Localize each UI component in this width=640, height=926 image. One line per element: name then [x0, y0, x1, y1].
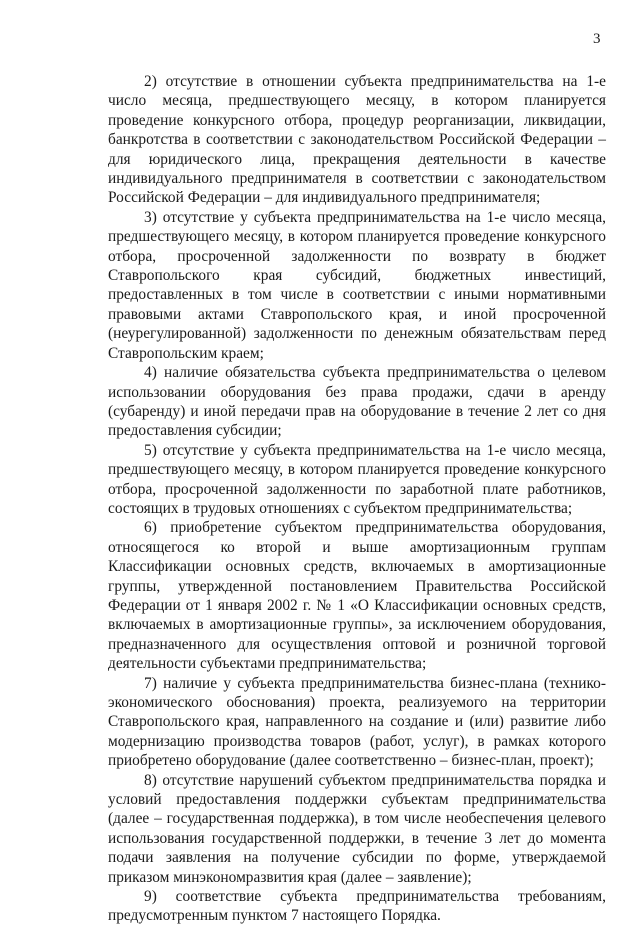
- paragraph-item-5: 5) отсутствие у субъекта предпринимательства на 1-е число месяца, предшествующего месяцу, в котором планируется проведение конкурсного отбора, просроченной задолженности по заработной плате работников, состоящих в трудовых отношениях с субъектом предпринимательства;: [108, 441, 606, 517]
- page-number: 3: [593, 31, 601, 47]
- paragraph-item-3: 3) отсутствие у субъекта предпринимательства на 1-е число месяца, предшествующего месяцу, в котором планируется проведение конкурсного отбора, просроченной задолженности по возврату в бюджет Ставропольского края субсидий, бюджетных инвестиций, предоставленных в том числе в соответствии с иными нормативными правовыми актами Ставропольского края, и иной просроченной (неурегулированной) задолженности по денежным обязательствам перед Ставропольским краем;: [108, 208, 606, 362]
- paragraph-item-8: 8) отсутствие нарушений субъектом предпринимательства порядка и условий предоставления поддержки субъектам предпринимательства (далее – государственная поддержка), в том числе необеспечения целевого использования государственной поддержки, в течение 3 лет до момента подачи заявления на получение субсидии по форме, утверждаемой приказом минэкономразвития края (далее – заявление);: [108, 771, 606, 886]
- paragraph-item-9: 9) соответствие субъекта предпринимательства требованиям, предусмотренным пунктом 7 настоящего Порядка.: [108, 888, 606, 925]
- paragraph-item-7: 7) наличие у субъекта предпринимательства бизнес-плана (технико-экономического обоснования) проекта, реализуемого на территории Ставропольского края, направленного на создание и (или) развитие либо модернизацию производства товаров (работ, услуг), в рамках которого приобретено оборудование (далее соответственно – бизнес-план, проект);: [108, 674, 606, 770]
- document-body: [108, 72, 606, 926]
- paragraph-item-4: 4) наличие обязательства субъекта предпринимательства о целевом использовании оборудования без права продажи, сдачи в аренду (субаренду) и иной передачи прав на оборудование в течение 2 лет со дня предоставления субсидии;: [108, 364, 606, 440]
- paragraph-item-2: 2) отсутствие в отношении субъекта предпринимательства на 1-е число месяца, предшествующего месяцу, в котором планируется проведение конкурсного отбора, процедур реорганизации, ликвидации, банкротства в соответствии с законодательством Российской Федерации – для юридического лица, прекращения деятельности в качестве индивидуального предпринимателя в соответствии с законодательством Российской Федерации – для индивидуального предпринимателя;: [108, 73, 606, 207]
- paragraph-item-6: 6) приобретение субъектом предпринимательства оборудования, относящегося ко второй и выше амортизационным группам Классификации основных средств, включаемых в амортизационные группы, утвержденной постановлением Правительства Российской Федерации от 1 января 2002 г. № 1 «О Классификации основных средств, включаемых в амортизационные группы», за исключением оборудования, предназначенного для осуществления оптовой и розничной торговой деятельности субъектами предпринимательства;: [108, 519, 606, 673]
